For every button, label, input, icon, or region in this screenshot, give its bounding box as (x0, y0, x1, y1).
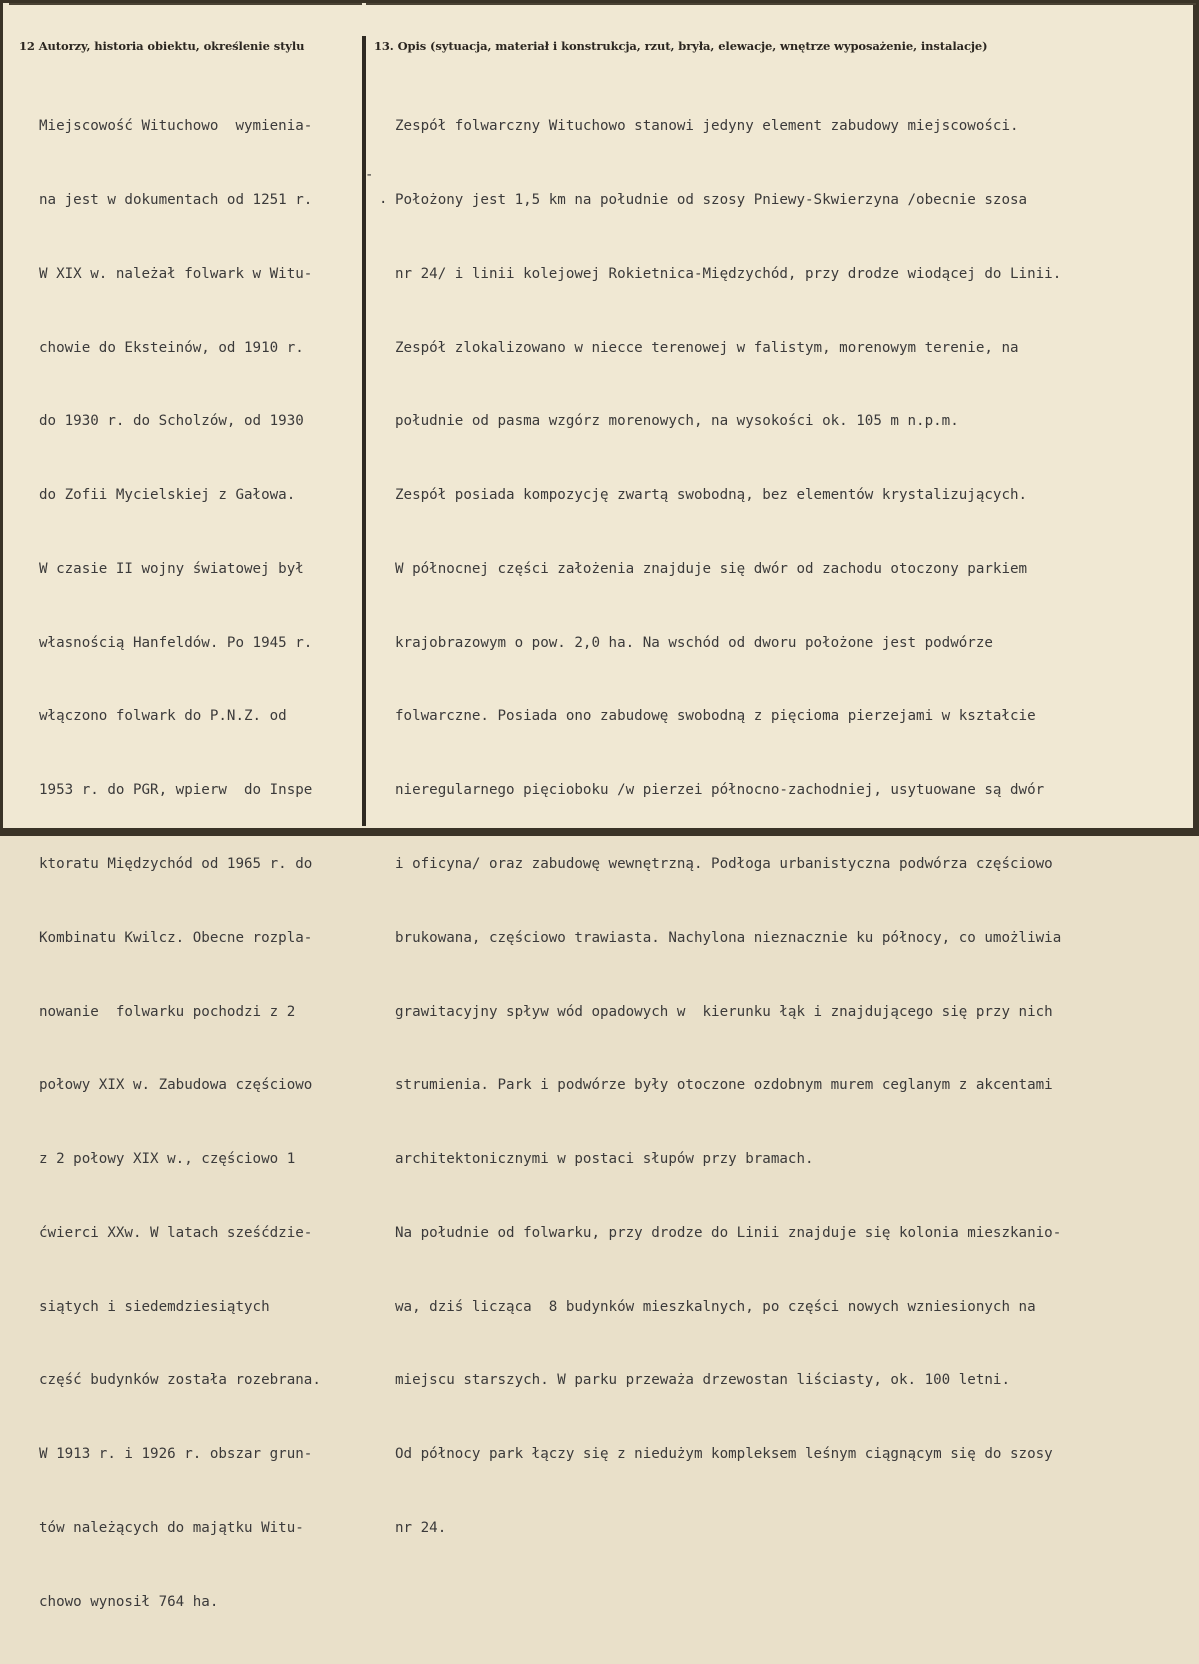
history-text (39, 65, 321, 1664)
history-line: nowanie folwarku pochodzi z 2 (39, 1003, 296, 1020)
section-13-title: 13. Opis (sytuacja, materiał i konstrukcja, rzut, bryła, elewacje, wnętrze wyposażenie, instalacje) (374, 39, 988, 53)
description-line: i oficyna/ oraz zabudowę wewnętrzną. Podłoga urbanistyczna podwórza częściowo (395, 856, 1053, 872)
description-line: Położony jest 1,5 km na południe od szosy Pniewy-Skwierzyna /obecnie szosa (395, 191, 1028, 208)
description-line: nr 24. (395, 1520, 447, 1537)
description-line: Zespół zlokalizowano w niecce terenowej w falistym, morenowym terenie, na (395, 339, 1019, 356)
history-line: W czasie II wojny światowej był (39, 560, 304, 577)
history-line: do Zofii Mycielskiej z Gałowa. (39, 487, 296, 504)
history-line: z 2 połowy XIX w., częściowo 1 (39, 1151, 296, 1168)
description-line: nr 24/ i linii kolejowej Rokietnica-Międzychód, przy drodze wiodącej do Linii. (395, 265, 1062, 282)
history-line: połowy XIX w. Zabudowa częściowo (39, 1077, 313, 1094)
description-line: nieregularnego pięcioboku /w pierzei północno-zachodniej, usytuowane są dwór (395, 782, 1045, 799)
history-line: Kombinatu Kwilcz. Obecne rozpla- (39, 929, 313, 946)
description-line: wa, dziś licząca 8 budynków mieszkalnych, po części nowych wzniesionych na (395, 1298, 1036, 1315)
section-12-title: 12 Autorzy, historia obiektu, określenie stylu (19, 39, 305, 53)
description-text (395, 65, 1061, 1590)
description-line: Zespół folwarczny Wituchowo stanowi jedyny element zabudowy miejscowości. (395, 118, 1019, 135)
history-line: część budynków została rozebrana. (39, 1372, 321, 1389)
history-line: chowie do Eksteinów, od 1910 r. (39, 339, 304, 356)
description-line: brukowana, częściowo trawiasta. Nachylona nieznacznie ku północy, co umożliwia (395, 929, 1062, 946)
history-line: W 1913 r. i 1926 r. obszar grun- (39, 1446, 313, 1463)
column-divider (362, 36, 366, 826)
description-line: Na południe od folwarku, przy drodze do Linii znajduje się kolonia mieszkanio- (395, 1224, 1062, 1241)
history-line: Miejscowość Wituchowo wymienia- (39, 118, 313, 135)
history-line: do 1930 r. do Scholzów, od 1930 (39, 413, 304, 430)
margin-dot-mark: . (379, 191, 388, 207)
description-line: grawitacyjny spływ wód opadowych w kierunku łąk i znajdującego się przy nich (395, 1003, 1053, 1020)
description-line: południe od pasma wzgórz morenowych, na wysokości ok. 105 m n.p.m. (395, 413, 959, 430)
description-line: W północnej części założenia znajduje się dwór od zachodu otoczony parkiem (395, 560, 1028, 577)
history-line: tów należących do majątku Witu- (39, 1520, 304, 1537)
history-line: własnością Hanfeldów. Po 1945 r. (39, 634, 313, 651)
description-line: krajobrazowym o pow. 2,0 ha. Na wschód od dworu położone jest podwórze (395, 634, 993, 651)
margin-dash-mark: - (365, 167, 374, 183)
history-line: włączono folwark do P.N.Z. od (39, 708, 287, 725)
description-line: architektonicznymi w postaci słupów przy bramach. (395, 1151, 814, 1168)
section-12-header (9, 3, 362, 59)
description-line: folwarczne. Posiada ono zabudowę swobodną z pięcioma pierzejami w kształcie (395, 708, 1036, 725)
history-line: ktoratu Międzychód od 1965 r. do (39, 856, 313, 872)
description-line: strumienia. Park i podwórze były otoczone ozdobnym murem ceglanym z akcentami (395, 1077, 1053, 1094)
description-line: miejscu starszych. W parku przeważa drzewostan liściasty, ok. 100 letni. (395, 1372, 1010, 1389)
history-line: siątych i siedemdziesiątych (39, 1298, 270, 1315)
description-line: Od północy park łączy się z niedużym kompleksem leśnym ciągnącym się do szosy (395, 1446, 1053, 1463)
history-line: chowo wynosił 764 ha. (39, 1593, 219, 1610)
description-line: Zespół posiada kompozycję zwartą swobodną, bez elementów krystalizujących. (395, 487, 1028, 504)
section-13-header (366, 3, 1196, 59)
history-line: na jest w dokumentach od 1251 r. (39, 191, 313, 208)
history-line: ćwierci XXw. W latach sześćdzie- (39, 1224, 313, 1241)
history-line: W XIX w. należał folwark w Witu- (39, 265, 313, 282)
history-line: 1953 r. do PGR, wpierw do Inspe (39, 782, 313, 799)
